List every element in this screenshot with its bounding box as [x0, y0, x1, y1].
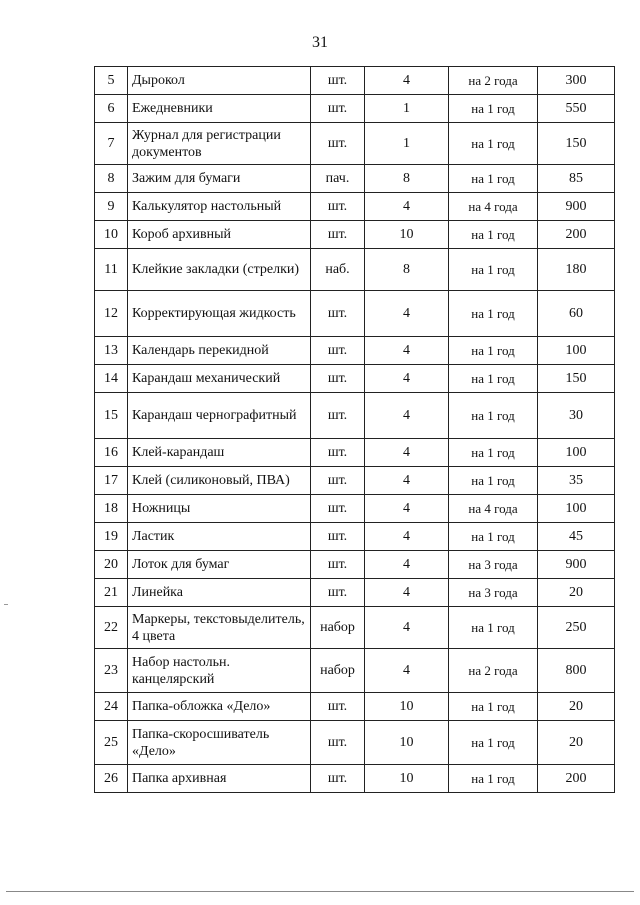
item-quantity: 4 — [365, 579, 449, 607]
item-unit: набор — [311, 649, 365, 693]
item-name: Карандаш чернографитный — [128, 393, 311, 439]
row-number: 17 — [95, 467, 128, 495]
item-price: 200 — [538, 221, 615, 249]
item-price: 900 — [538, 193, 615, 221]
item-service-term: на 1 год — [449, 393, 538, 439]
row-number: 21 — [95, 579, 128, 607]
table-row — [95, 67, 615, 95]
row-number: 26 — [95, 765, 128, 793]
item-unit: шт. — [311, 193, 365, 221]
item-price: 20 — [538, 579, 615, 607]
item-name: Папка архивная — [128, 765, 311, 793]
item-name: Журнал для регистрации документов — [128, 123, 311, 165]
page-number: 31 — [312, 34, 328, 51]
table-row — [95, 393, 615, 439]
row-number: 15 — [95, 393, 128, 439]
item-name: Зажим для бумаги — [128, 165, 311, 193]
item-unit: шт. — [311, 467, 365, 495]
item-name: Ластик — [128, 523, 311, 551]
table-row — [95, 579, 615, 607]
item-unit: шт. — [311, 551, 365, 579]
item-service-term: на 1 год — [449, 291, 538, 337]
item-unit: шт. — [311, 95, 365, 123]
item-name: Клейкие закладки (стрелки) — [128, 249, 311, 291]
item-quantity: 4 — [365, 365, 449, 393]
item-service-term: на 2 года — [449, 649, 538, 693]
row-number: 22 — [95, 607, 128, 649]
row-number: 24 — [95, 693, 128, 721]
item-name: Калькулятор настольный — [128, 193, 311, 221]
item-price: 900 — [538, 551, 615, 579]
item-name: Короб архивный — [128, 221, 311, 249]
item-price: 150 — [538, 365, 615, 393]
item-quantity: 4 — [365, 607, 449, 649]
item-service-term: на 1 год — [449, 365, 538, 393]
item-quantity: 8 — [365, 249, 449, 291]
row-number: 25 — [95, 721, 128, 765]
item-quantity: 4 — [365, 551, 449, 579]
item-service-term: на 1 год — [449, 693, 538, 721]
table-row — [95, 439, 615, 467]
item-unit: шт. — [311, 221, 365, 249]
item-name: Папка-скоросшиватель «Дело» — [128, 721, 311, 765]
item-price: 180 — [538, 249, 615, 291]
item-service-term: на 1 год — [449, 249, 538, 291]
row-number: 6 — [95, 95, 128, 123]
item-name: Ножницы — [128, 495, 311, 523]
row-number: 9 — [95, 193, 128, 221]
item-price: 35 — [538, 467, 615, 495]
item-name: Клей-карандаш — [128, 439, 311, 467]
item-unit: шт. — [311, 123, 365, 165]
row-number: 5 — [95, 67, 128, 95]
table-row — [95, 249, 615, 291]
row-number: 19 — [95, 523, 128, 551]
item-name: Линейка — [128, 579, 311, 607]
table-row — [95, 551, 615, 579]
item-unit: шт. — [311, 393, 365, 439]
item-price: 60 — [538, 291, 615, 337]
item-price: 20 — [538, 693, 615, 721]
item-price: 550 — [538, 95, 615, 123]
row-number: 14 — [95, 365, 128, 393]
item-unit: шт. — [311, 67, 365, 95]
table-row — [95, 365, 615, 393]
item-unit: шт. — [311, 439, 365, 467]
item-service-term: на 1 год — [449, 765, 538, 793]
table-row — [95, 467, 615, 495]
item-quantity: 10 — [365, 765, 449, 793]
item-quantity: 4 — [365, 67, 449, 95]
item-price: 100 — [538, 337, 615, 365]
item-unit: шт. — [311, 337, 365, 365]
row-number: 23 — [95, 649, 128, 693]
item-price: 150 — [538, 123, 615, 165]
table-row — [95, 607, 615, 649]
row-number: 7 — [95, 123, 128, 165]
row-number: 11 — [95, 249, 128, 291]
item-name: Маркеры, текстовыделитель, 4 цвета — [128, 607, 311, 649]
item-unit: шт. — [311, 495, 365, 523]
item-service-term: на 1 год — [449, 721, 538, 765]
table-row — [95, 165, 615, 193]
table-row — [95, 693, 615, 721]
items-table-body — [95, 67, 615, 793]
item-service-term: на 3 года — [449, 551, 538, 579]
item-unit: шт. — [311, 765, 365, 793]
item-name: Папка-обложка «Дело» — [128, 693, 311, 721]
item-service-term: на 1 год — [449, 337, 538, 365]
item-quantity: 8 — [365, 165, 449, 193]
item-name: Лоток для бумаг — [128, 551, 311, 579]
item-service-term: на 4 года — [449, 495, 538, 523]
item-service-term: на 1 год — [449, 165, 538, 193]
item-unit: пач. — [311, 165, 365, 193]
item-quantity: 10 — [365, 721, 449, 765]
item-quantity: 4 — [365, 291, 449, 337]
item-name: Календарь перекидной — [128, 337, 311, 365]
item-unit: набор — [311, 607, 365, 649]
table-row — [95, 337, 615, 365]
item-price: 100 — [538, 495, 615, 523]
bottom-rule — [6, 891, 634, 892]
item-unit: шт. — [311, 523, 365, 551]
item-quantity: 4 — [365, 523, 449, 551]
item-service-term: на 1 год — [449, 123, 538, 165]
item-quantity: 1 — [365, 95, 449, 123]
margin-mark — [4, 604, 8, 605]
item-unit: шт. — [311, 721, 365, 765]
item-name: Набор настольн. канцелярский — [128, 649, 311, 693]
item-price: 100 — [538, 439, 615, 467]
table-row — [95, 765, 615, 793]
item-unit: шт. — [311, 579, 365, 607]
item-price: 20 — [538, 721, 615, 765]
table-row — [95, 649, 615, 693]
item-unit: шт. — [311, 291, 365, 337]
item-service-term: на 1 год — [449, 221, 538, 249]
row-number: 20 — [95, 551, 128, 579]
item-quantity: 1 — [365, 123, 449, 165]
item-quantity: 4 — [365, 393, 449, 439]
item-unit: шт. — [311, 693, 365, 721]
item-service-term: на 1 год — [449, 95, 538, 123]
item-price: 85 — [538, 165, 615, 193]
table-row — [95, 95, 615, 123]
item-quantity: 4 — [365, 193, 449, 221]
table-row — [95, 291, 615, 337]
item-price: 200 — [538, 765, 615, 793]
row-number: 12 — [95, 291, 128, 337]
item-quantity: 4 — [365, 495, 449, 523]
row-number: 13 — [95, 337, 128, 365]
item-service-term: на 4 года — [449, 193, 538, 221]
item-quantity: 4 — [365, 337, 449, 365]
item-quantity: 4 — [365, 439, 449, 467]
item-quantity: 10 — [365, 693, 449, 721]
item-name: Ежедневники — [128, 95, 311, 123]
item-service-term: на 2 года — [449, 67, 538, 95]
item-service-term: на 3 года — [449, 579, 538, 607]
row-number: 10 — [95, 221, 128, 249]
item-price: 250 — [538, 607, 615, 649]
item-price: 800 — [538, 649, 615, 693]
item-name: Корректирующая жидкость — [128, 291, 311, 337]
item-quantity: 4 — [365, 649, 449, 693]
item-service-term: на 1 год — [449, 439, 538, 467]
table-row — [95, 123, 615, 165]
row-number: 18 — [95, 495, 128, 523]
item-name: Клей (силиконовый, ПВА) — [128, 467, 311, 495]
table-row — [95, 523, 615, 551]
row-number: 16 — [95, 439, 128, 467]
item-name: Дырокол — [128, 67, 311, 95]
row-number: 8 — [95, 165, 128, 193]
item-service-term: на 1 год — [449, 523, 538, 551]
item-unit: шт. — [311, 365, 365, 393]
item-quantity: 4 — [365, 467, 449, 495]
item-price: 45 — [538, 523, 615, 551]
item-name: Карандаш механический — [128, 365, 311, 393]
table-row — [95, 193, 615, 221]
item-price: 30 — [538, 393, 615, 439]
table-row — [95, 221, 615, 249]
table-row — [95, 495, 615, 523]
item-unit: наб. — [311, 249, 365, 291]
item-service-term: на 1 год — [449, 607, 538, 649]
items-table — [94, 66, 615, 793]
item-price: 300 — [538, 67, 615, 95]
table-row — [95, 721, 615, 765]
item-quantity: 10 — [365, 221, 449, 249]
item-service-term: на 1 год — [449, 467, 538, 495]
